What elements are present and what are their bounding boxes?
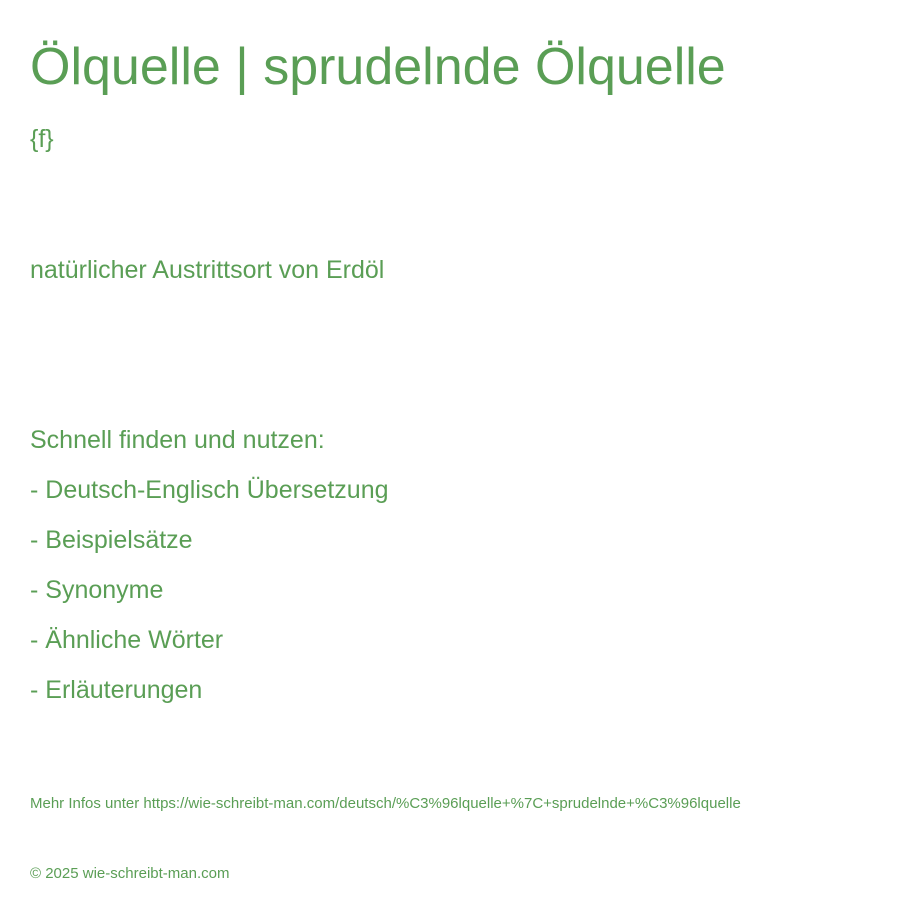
page-title: Ölquelle | sprudelnde Ölquelle — [30, 38, 726, 96]
quick-find-heading: Schnell finden und nutzen: — [30, 426, 325, 454]
more-info-text: Mehr Infos unter https://wie-schreibt-man.com/deutsch/%C3%96lquelle+%7C+sprudelnde+%C3%96lquelle — [30, 795, 741, 812]
quick-find-item-example-sentences: - Beispielsätze — [30, 526, 193, 554]
quick-find-item-explanations: - Erläuterungen — [30, 676, 203, 704]
definition-text: natürlicher Austrittsort von Erdöl — [30, 256, 385, 284]
quick-find-item-similar-words: - Ähnliche Wörter — [30, 626, 224, 654]
quick-find-item-translation: - Deutsch-Englisch Übersetzung — [30, 476, 389, 504]
grammatical-gender: {f} — [30, 125, 54, 153]
copyright-notice: © 2025 wie-schreibt-man.com — [30, 865, 230, 882]
quick-find-item-synonyms: - Synonyme — [30, 576, 164, 604]
quick-find-list — [30, 475, 389, 725]
quick-find-section — [30, 425, 389, 725]
